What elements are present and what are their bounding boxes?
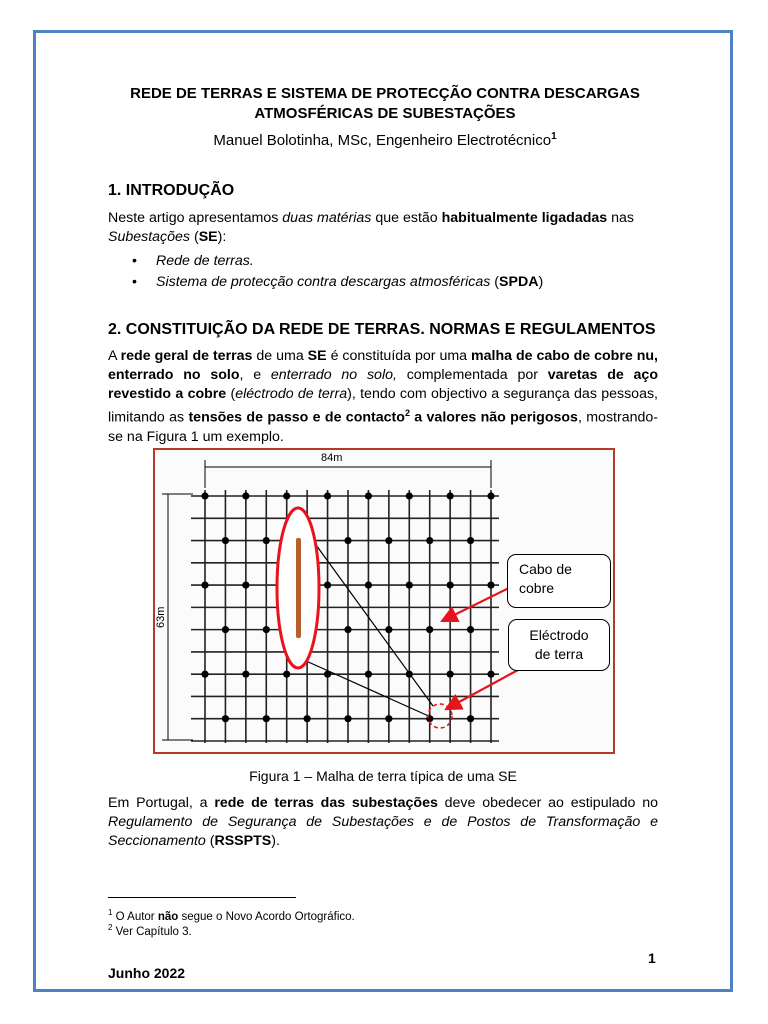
section-heading-constituicao: 2. CONSTITUIÇÃO DA REDE DE TERRAS. NORMAS E REGULAMENTOS (108, 321, 656, 338)
callout-electrodo-de-terra: Eléctrodo de terra (508, 619, 610, 671)
height-dimension-label: 63m (155, 606, 167, 628)
portugal-paragraph: Em Portugal, a rede de terras das subestações deve obedecer ao estipulado no Regulamento de Segurança de Subestações e de Postos de Transformação e Seccionamento (RSSPTS). (108, 795, 658, 849)
intro-line2: Subestações (SE): (108, 229, 227, 245)
list-item: • Sistema de protecção contra descargas atmosféricas (SPDA) (108, 272, 543, 293)
callout-cabo-de-cobre: Cabo de cobre (507, 554, 611, 608)
footnote-2: $^2$ Ver Capítulo 3. (108, 923, 192, 938)
document-title-line2: ATMOSFÉRICAS DE SUBESTAÇÕES (254, 105, 516, 122)
constituicao-paragraph: A rede geral de terras de uma SE é constituída por uma malha de cabo de cobre nu, enterrado no solo, e enterrado no solo, complementada por varetas de aço revestido a cobre (eléctrodo de terra), tendo com objectivo a segurança das pessoas, limitando as tensões de passo e de contacto$^2$ a valores não perigosos, mostrando-se na Figura 1 um exemplo. (108, 348, 658, 445)
footnote-separator (108, 897, 296, 898)
list-item: • Rede de terras. (108, 251, 543, 272)
section-heading-introducao: 1. INTRODUÇÃO (108, 182, 235, 199)
author-name: Manuel Bolotinha, MSc, Engenheiro Electrotécnico (213, 132, 552, 149)
electrode-arrow (448, 670, 518, 708)
document-title-line1: REDE DE TERRAS E SISTEMA DE PROTECÇÃO CONTRA DESCARGAS (130, 85, 640, 102)
page-number: 1 (648, 950, 656, 966)
intro-line1: Neste artigo apresentamos duas matérias que estão habitualmente ligadadas nas (108, 210, 635, 226)
width-dimension-label: 84m (321, 452, 343, 464)
footnote-ref: 1 (551, 131, 557, 142)
footer-date: Junho 2022 (108, 965, 186, 981)
footnote-1: $^1$ O Autor não segue o Novo Acordo Ortográfico. (108, 908, 355, 923)
cable-arrow (444, 585, 515, 620)
figure-caption: Figura 1 – Malha de terra típica de uma SE (249, 768, 517, 784)
